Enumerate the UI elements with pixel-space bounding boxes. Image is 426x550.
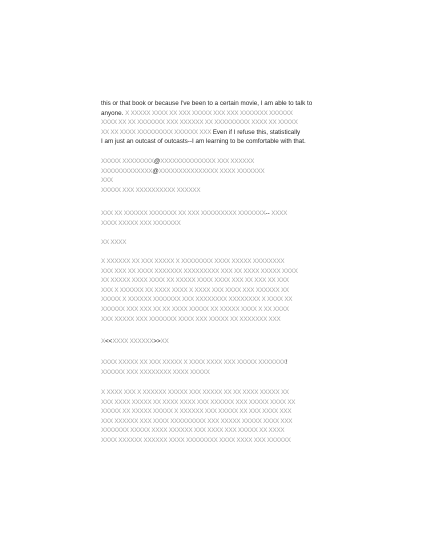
redacted-text: XXXXX X XXXXXX XXXXXXX XXX XXXXXXXX XXXXXXXX X XXXX XX [101,296,293,304]
text-segment: @ [153,158,161,165]
text-line [101,295,333,305]
redacted-text: XXXX XXXXX XXX XXXXXXX [101,219,181,227]
text-segment: -- [265,210,270,217]
redacted-text: X XXXXX XXXX XX XXX XXXXX XXX XXX XXXXXXX XXXXXX [125,109,293,117]
quoted-title-line [101,337,333,347]
paragraph-redacted-final [101,388,333,446]
redacted-text: X XXXXXX XX XXX XXXXX X XXXXXXXX XXXX XXXXX XXXXXXXX [101,258,285,265]
text-line [101,337,333,347]
redacted-text: XXX XX XXXXXX XXXXXXX XX XXX XXXXXXXXX XXXXXXX [101,210,266,217]
text-segment: @ [152,167,159,175]
text-line [101,368,333,378]
redacted-text: XXX XXX XX XXXX XXXXXXX XXXXXXXXX XXX XX XXXX XXXXX XXXX [101,267,298,275]
redacted-text: XXXX XXXXXX [112,338,154,345]
text-line [101,388,333,398]
redacted-text: XXX XXXXX XXX XXXXXXX XXXX XXX XXXXX XX XXXXXXX XXX [101,315,281,323]
redacted-text: X XXXX XXX X XXXXXX XXXXX XXX XXXXX XX XX XXXX XXXXX XX [101,389,289,396]
text-line [101,305,333,315]
redacted-text: XXXX [269,210,288,217]
redacted-text: XXXX XXXXXX XXXXXX XXXX XXXXXXXX XXXX XXXX XXX XXXXXX [101,436,291,444]
text-line [101,267,333,277]
text-line [101,286,333,296]
redacted-text: XXXXXX XXX XXX XX XX XXXX XXXXX XX XXXXX XXXX X XX XXXX [101,305,289,313]
redacted-text: XXX X XXXXXX XX XXXX XXXX X XXXX XXX XXXX XXX XXXXXX XX [101,286,289,294]
text-segment: this or that book or because I've been to a certain movie, I am able to talk to [101,100,313,107]
redacted-text: XXX [101,177,113,185]
text-line [101,358,333,368]
paragraph-intro [101,99,333,147]
text-line [101,167,333,177]
redacted-text: XX XXXXX XXXX XXXX XX XXXXX XXXX XXXX XXX XX XXX XX XXX [101,277,289,285]
text-line [101,398,333,408]
text-line [101,436,333,446]
text-segment: Even if I refuse this, statistically [212,128,301,136]
text-line [101,219,333,229]
redacted-text: XXXXX XX XXXXX XXXXX X XXXXXX XXX XXXXX XX XXX XXXX XXX [101,408,292,416]
redacted-text: XXX XXXX XXXXX XX XXXX XXXX XXX XXXXXX XXX XXXXX XXXX XX [101,398,296,406]
redacted-text: XX [160,338,169,345]
text-line [101,238,333,248]
text-line [101,99,333,109]
paragraph-redacted-long [101,257,333,324]
text-line [101,257,333,267]
redacted-text: XXXX XX XX XXXXXXX XXX XXXXXX XX XXXXXXXXX XXXX XX XXXXX [101,119,298,127]
text-line [101,276,333,286]
text-segment: >> [153,338,161,345]
text-line [101,109,333,119]
text-line [101,137,333,147]
paragraph-redacted-short [101,209,333,228]
text-segment: I am just an outcast of outcasts--I am learning to be comfortable with that. [101,138,306,146]
text-segment: anyone. [101,109,126,117]
redacted-text: X [101,338,105,345]
text-line [101,157,333,167]
text-line [101,417,333,427]
redacted-text: XXXXX XXX XXXXXXXXXX XXXXXX [101,186,201,194]
redacted-text: XXXXX XXXXXXXX [101,158,154,165]
redacted-text: XXXX XXXXX XX XXX XXXXX X XXXX XXXX XXX XXXXX XXXXXXX [101,359,286,366]
redacted-text: XXXXXXXXXXXXX [101,167,153,175]
text-segment: ! [285,359,288,366]
text-line [101,176,333,186]
text-line [101,426,333,436]
text-segment: << [104,338,113,345]
text-line [101,128,333,138]
redacted-text: XX XXXX [101,239,127,246]
text-line [101,118,333,128]
text-line [101,209,333,219]
text-line [101,315,333,325]
section-heading [101,238,333,248]
contact-block [101,157,333,195]
text-line [101,407,333,417]
redacted-text: XXXXXXXXXXXXXX XXX XXXXXX [160,158,255,165]
redacted-text: XXXXXXX XXXXX XXXX XXXXXX XXX XXXX XXX XXXXX XX XXXX [101,427,285,435]
redacted-text: XXXXXX XXX XXXXXXXX XXXX XXXXX [101,368,210,376]
redacted-text: XX XX XXXX XXXXXXXXX XXXXXX XXX [101,128,213,136]
redacted-text: XXXXXXXXXXXXXXX XXXX XXXXXXX [158,167,265,175]
text-line [101,186,333,196]
paragraph-exclamation [101,358,333,377]
redacted-text: XXX XXXXXX XXX XXXX XXXXXXXXX XXX XXXXX XXXXX XXXX XXX [101,417,293,425]
